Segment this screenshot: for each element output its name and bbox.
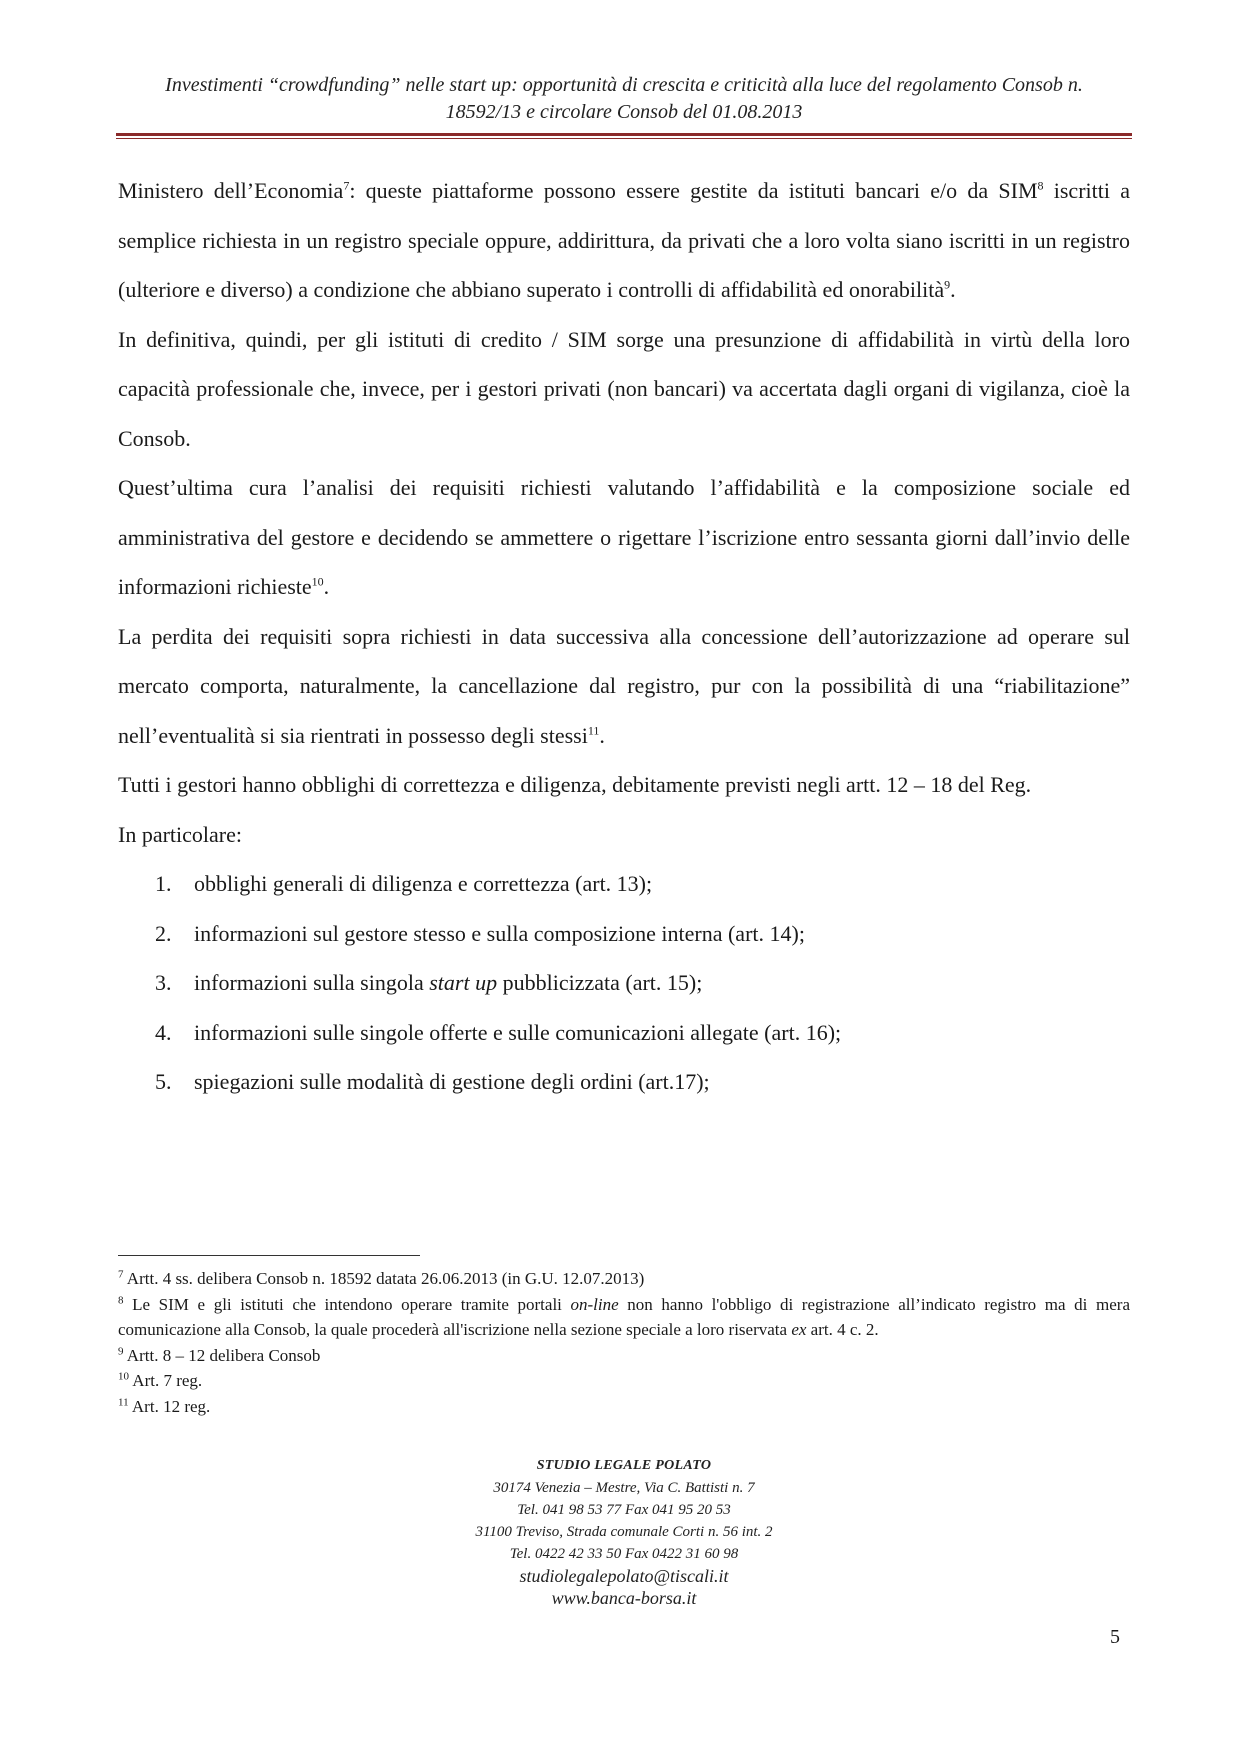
venezia-address: 30174 Venezia – Mestre, Via C. Battisti n. 7: [493, 1480, 755, 1496]
header-title-line-2: 18592/13 e circolare Consob del 01.08.2013: [445, 101, 803, 123]
page-number: 5: [1110, 1626, 1120, 1648]
paragraph-3: Quest’ultima cura l’analisi dei requisiti richiesti valutando l’affidabilità e la composizione sociale ed amministrativa del gestore e decidendo se ammettere o rigettare l’iscrizione entro sessanta giorni dall’invio delle informazioni richieste$^{10}$.: [118, 475, 1130, 599]
page-footer: [118, 1455, 1130, 1609]
footnote-separator: [118, 1255, 420, 1256]
paragraph-4: La perdita dei requisiti sopra richiesti in data successiva alla concessione dell’autorizzazione ad operare sul mercato comporta, naturalmente, la cancellazione dal registro, pur con la possibilità di una “riabilitazione” nell’eventualità si sia rientrati in possesso degli stessi$^{11}$.: [118, 623, 1130, 748]
footnote-7: $^7$ Artt. 4 ss. delibera Consob n. 18592 datata 26.06.2013 (in G.U. 12.07.2013): [118, 1268, 645, 1288]
list-item: 2. informazioni sul gestore stesso e sulla composizione interna (art. 14);: [155, 920, 805, 946]
footnote-ref-8: 8: [1037, 178, 1044, 193]
main-body: [118, 166, 1130, 1107]
list-item: 3. informazioni sulla singola start up pubblicizzata (art. 15);: [155, 970, 703, 995]
footnote-ref-10: 10: [311, 574, 324, 589]
footnote-ref-7: 7: [343, 178, 350, 193]
venezia-phone: Tel. 041 98 53 77 Fax 041 95 20 53: [517, 1502, 731, 1518]
paragraph-6: In particolare:: [118, 821, 242, 847]
website: www.banca-borsa.it: [551, 1588, 697, 1608]
footnote-ref-11: 11: [587, 723, 600, 738]
list-item: 5. spiegazioni sulle modalità di gestione degli ordini (art.17);: [155, 1069, 710, 1094]
footnote-11: $^{11}$ Art. 12 reg.: [118, 1395, 211, 1416]
paragraph-1: Ministero dell’Economia$^7$: queste piattaforme possono essere gestite da istituti bancari e/o da SIM$^8$ iscritti a semplice richiesta in un registro speciale oppure, addirittura, da privati che a loro volta siano iscritti in un registro (ulteriore e diverso) a condizione che abbiano superato i controlli di affidabilità ed onorabilità$^9$.: [118, 178, 1130, 302]
footnote-8: $^8$ Le SIM e gli istituti che intendono operare tramite portali on-line non hanno l'obbligo di registrazione all’indicato registro ma di mera comunicazione alla Consob, la quale procederà all'iscrizione nella sezione speciale a loro riservata ex art. 4 c. 2.: [118, 1293, 1130, 1339]
obligations-list: [118, 859, 1130, 1107]
treviso-phone: Tel. 0422 42 33 50 Fax 0422 31 60 98: [509, 1546, 739, 1562]
header-divider: [116, 133, 1132, 139]
paragraph-2: In definitiva, quindi, per gli istituti di credito / SIM sorge una presunzione di affidabilità in virtù della loro capacità professionale che, invece, per i gestori privati (non bancari) va accertata dagli organi di vigilanza, cioè la Consob.: [118, 326, 1130, 451]
paragraph-5: Tutti i gestori hanno obblighi di correttezza e diligenza, debitamente previsti negli artt. 12 – 18 del Reg.: [118, 772, 1032, 797]
running-header: [118, 72, 1130, 126]
email-address: studiolegalepolato@tiscali.it: [519, 1566, 729, 1586]
footnote-10: $^{10}$ Art. 7 reg.: [118, 1370, 203, 1390]
header-title-line-1: Investimenti “crowdfunding” nelle start up: opportunità di crescita e criticità alla luce del regolamento Consob n.: [165, 74, 1083, 96]
list-item: 4. informazioni sulle singole offerte e sulle comunicazioni allegate (art. 16);: [155, 1019, 842, 1045]
footnotes: [118, 1266, 1130, 1419]
list-item: 1. obblighi generali di diligenza e correttezza (art. 13);: [155, 871, 653, 896]
footnote-9: $^9$ Artt. 8 – 12 delibera Consob: [118, 1344, 321, 1365]
start-up-emphasis: start up: [429, 970, 498, 995]
treviso-address: 31100 Treviso, Strada comunale Corti n. 56 int. 2: [475, 1524, 773, 1540]
footnote-ref-9: 9: [944, 277, 951, 292]
firm-name: STUDIO LEGALE POLATO: [536, 1458, 712, 1473]
